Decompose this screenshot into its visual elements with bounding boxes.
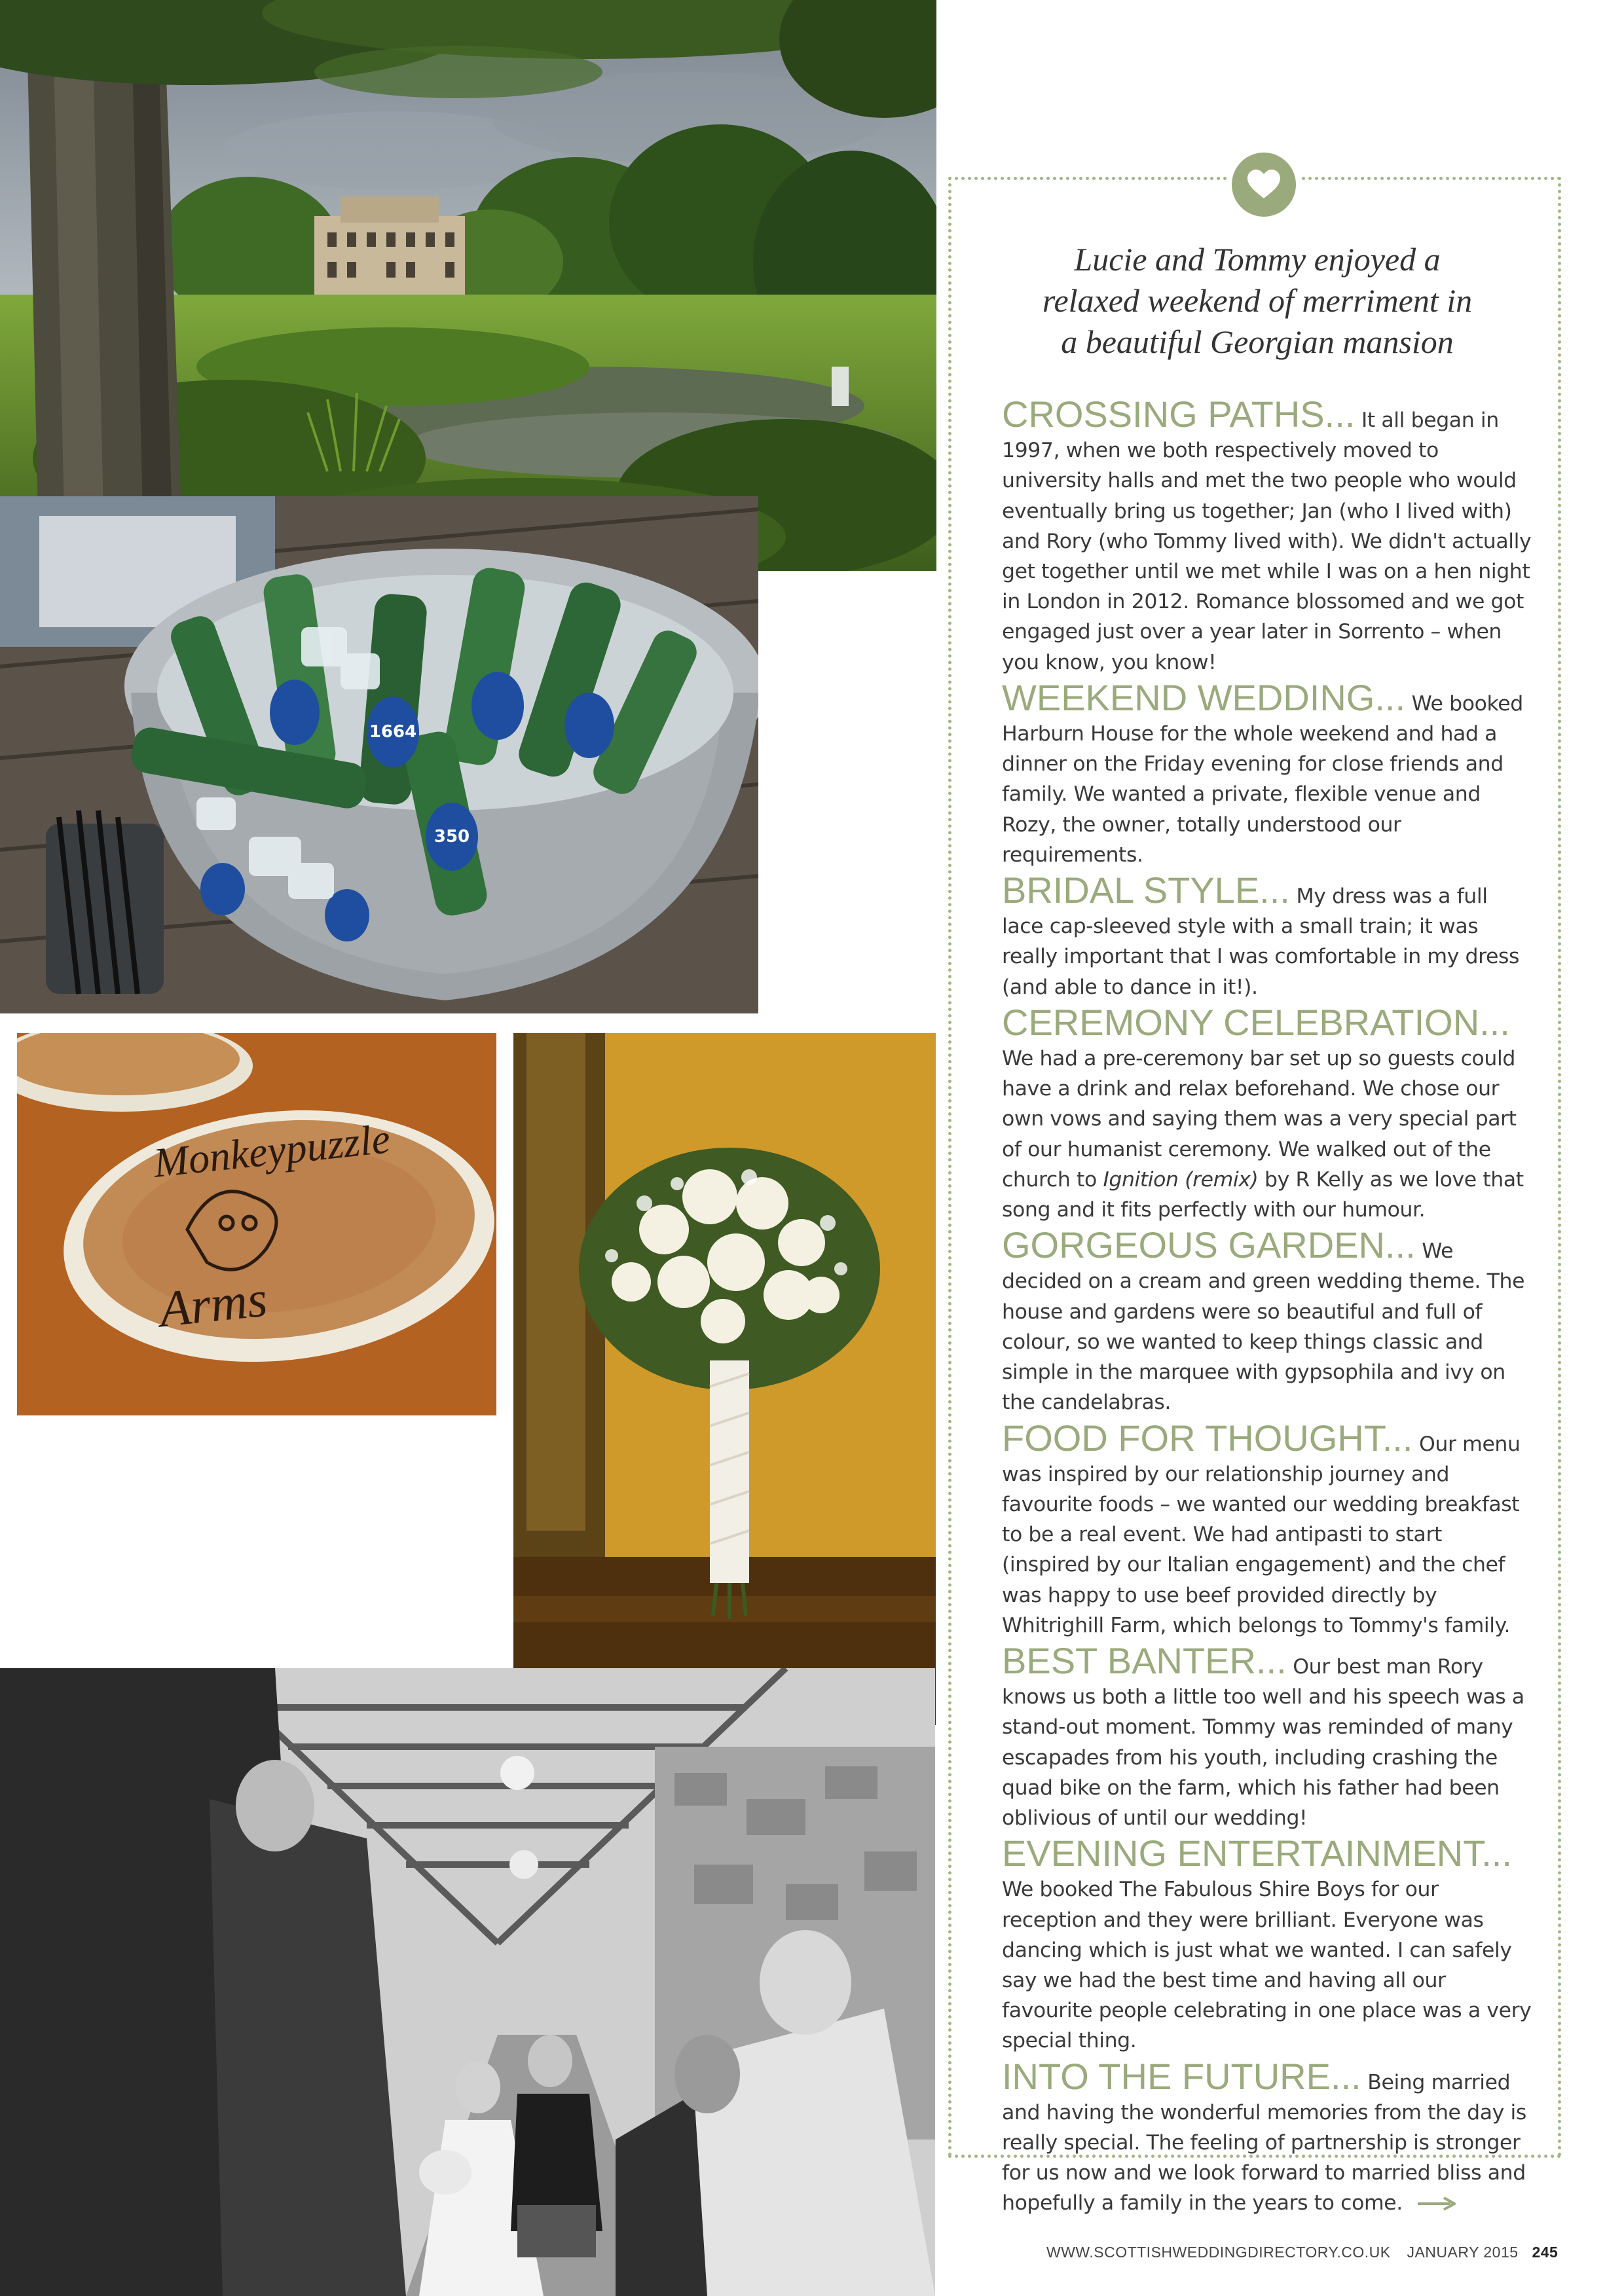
section-heading: WEEKEND WEDDING... — [1002, 676, 1406, 718]
section-heading: EVENING ENTERTAINMENT... — [1002, 1832, 1512, 1874]
section-body: My dress was a full lace cap-sleeved style with a small train; it was really important that I was comfortable in my dress (and able to dance in it!). — [1002, 884, 1520, 999]
section-body: We had a pre-ceremony bar set up so guests could have a drink and relax beforehand. We chose our own vows and saying them was a very special part of our humanist ceremony. We walked out of the church to — [1002, 1047, 1517, 1192]
bottle-label-text-2: 350 — [434, 827, 470, 847]
section-heading: BEST BANTER... — [1002, 1639, 1287, 1681]
section-crossing-paths — [1002, 393, 1532, 678]
intro-quote — [982, 239, 1532, 363]
section-gorgeous-garden — [1002, 1224, 1532, 1417]
section-food-for-thought — [1002, 1417, 1532, 1641]
section-heading: CEREMONY CELEBRATION... — [1002, 1001, 1510, 1043]
sign-text-line-2: Arms — [157, 1269, 270, 1338]
section-heading: BRIDAL STYLE... — [1002, 869, 1290, 911]
section-weekend-wedding — [1002, 676, 1532, 870]
ceremony-aisle-photo — [0, 1668, 935, 2296]
intro-quote-line-1: Lucie and Tommy enjoyed a — [1074, 241, 1441, 278]
section-ceremony-celebration — [1002, 1001, 1532, 1225]
footer-website[interactable]: WWW.SCOTTISHWEDDINGDIRECTORY.CO.UK — [1046, 2244, 1391, 2261]
intro-quote-line-2: relaxed weekend of merriment in — [1042, 282, 1473, 319]
section-heading: FOOD FOR THOUGHT... — [1002, 1417, 1413, 1459]
heart-icon — [1247, 170, 1280, 200]
section-body: Our menu was inspired by our relationship journey and favourite foods – we wanted our wedding breakfast to be a real event. We had antipasti to start (inspired by our Italian engagement) and the chef was happy to use beef provided directly by Whitrighill Farm, which belongs to Tommy's family. — [1002, 1432, 1521, 1637]
section-evening-entertainment — [1002, 1832, 1532, 2056]
section-into-the-future — [1002, 2055, 1532, 2219]
section-body: Our best man Rory knows us both a little too well and his speech was a stand-out moment. Tommy was reminded of many escapades from his youth, including crashing the quad bike on the farm, which his father had been oblivious of until our wedding! — [1002, 1654, 1524, 1830]
section-bridal-style — [1002, 869, 1532, 1002]
story-text — [1002, 393, 1532, 2223]
page-footer — [1046, 2244, 1558, 2261]
bottle-label-text: 1664 — [369, 722, 417, 742]
section-body: It all began in 1997, when we both respectively moved to university halls and met the two people who would eventually bring us together; Jan (who I lived with) and Rory (who Tommy lived with). We didn't actually get together until we met while I was on a hen night in London in 2012. Romance blossomed and we got engaged just over a year later in Sorrento – when you know, you know! — [1002, 409, 1532, 674]
section-body: Being married and having the wonderful memories from the day is really special. The feeling of partnership is stronger for us now and we look forward to married bliss and hopefully a family in the years to come. — [1002, 2070, 1526, 2215]
section-heading: CROSSING PATHS... — [1002, 393, 1356, 435]
heart-badge — [1227, 147, 1301, 222]
bouquet-photo — [513, 1033, 936, 1725]
section-best-banter — [1002, 1639, 1532, 1833]
footer-issue: JANUARY 2015 — [1407, 2244, 1519, 2261]
song-title: Ignition (remix) — [1103, 1167, 1259, 1192]
section-body-end: by R Kelly as we love that song and it fits perfectly with our humour. — [1002, 1167, 1524, 1222]
section-body: We booked The Fabulous Shire Boys for our reception and they were brilliant. Everyone was dancing which is just what we wanted. I can safely say we had the best time and having all our favourite people celebrating in one place was a very special thing. — [1002, 1878, 1532, 2053]
beer-bucket-photo — [0, 496, 758, 1013]
section-heading: INTO THE FUTURE... — [1002, 2055, 1361, 2097]
page-number: 245 — [1532, 2244, 1559, 2261]
sign-text-line-1: Monkeypuzzle — [151, 1115, 393, 1186]
section-body: We decided on a cream and green wedding theme. The house and gardens were so beautiful and full of colour, so we wanted to keep things classic and simple in the marquee with gypsophila and ivy on the candelabras. — [1002, 1239, 1525, 1415]
section-body: We booked Harburn House for the whole weekend and had a dinner on the Friday evening for close friends and family. We wanted a private, flexible venue and Rozy, the owner, totally understood our requirements. — [1002, 691, 1523, 867]
mansion-garden-photo — [0, 0, 936, 571]
section-heading: GORGEOUS GARDEN... — [1002, 1224, 1416, 1266]
wooden-sign-photo — [17, 1033, 496, 1415]
intro-quote-line-3: a beautiful Georgian mansion — [1061, 323, 1454, 360]
continue-arrow-icon[interactable] — [1418, 2196, 1456, 2211]
